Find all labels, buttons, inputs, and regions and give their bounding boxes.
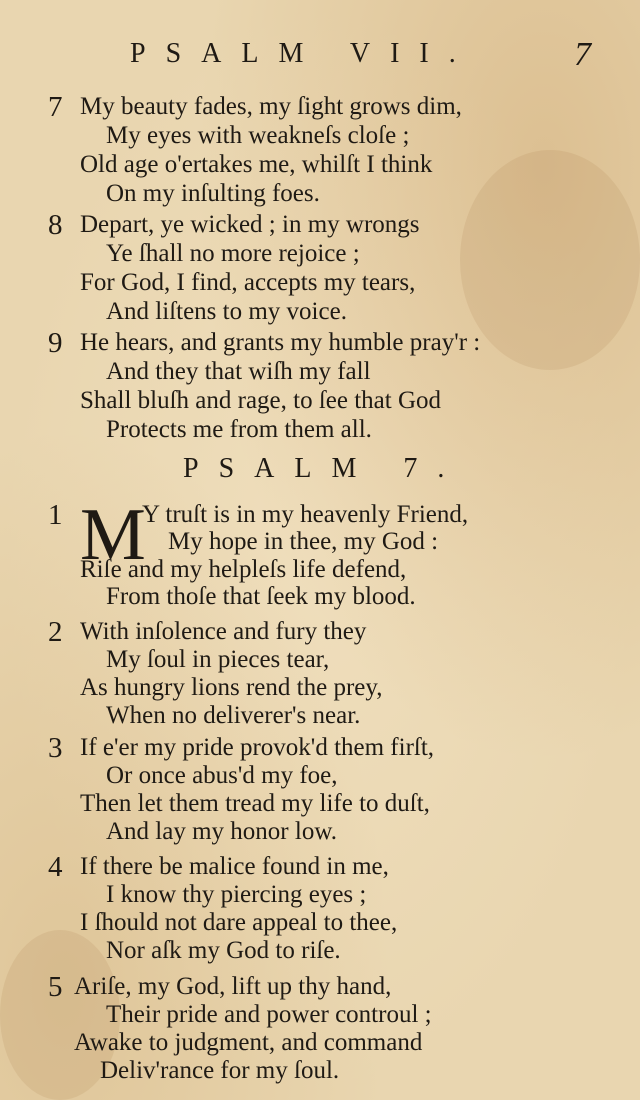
verse-line: Awake to judgment, and command [74, 1029, 423, 1056]
verse-line: Deliv'rance for my ſoul. [100, 1057, 340, 1084]
verse-line: Nor aſk my God to riſe. [106, 937, 341, 964]
paper-stain [460, 150, 640, 370]
verse-line: When no deliverer's near. [106, 702, 361, 729]
verse-line: Then let them tread my life to duſt, [80, 790, 430, 817]
running-head: PSALM VII. [130, 38, 476, 69]
verse-line: On my inſulting foes. [106, 180, 320, 207]
verse-line: I ſhould not dare appeal to thee, [80, 909, 398, 936]
verse-line: And they that wiſh my fall [106, 358, 371, 385]
verse-line: My ſoul in pieces tear, [106, 646, 330, 673]
verse-line: Riſe and my helpleſs life defend, [80, 556, 407, 583]
verse-number: 5 [48, 971, 63, 1003]
verse-line: Shall bluſh and rage, to ſee that God [80, 387, 442, 414]
verse-line: Depart, ye wicked ; in my wrongs [80, 211, 420, 238]
verse-line: Ariſe, my God, lift up thy hand, [74, 973, 392, 1000]
verse-line: For God, I find, accepts my tears, [80, 269, 416, 296]
verse-line: Protects me from them all. [106, 416, 372, 443]
page-number: 7 [574, 36, 591, 73]
verse-line: Y truſt is in my heavenly Friend, [142, 501, 469, 528]
verse-line: As hungry lions rend the prey, [80, 674, 383, 701]
verse-number: 1 [48, 499, 63, 531]
verse-number: 3 [48, 732, 63, 764]
verse-line: Old age o'ertakes me, whilſt I think [80, 151, 433, 178]
verse-line: My beauty fades, my ſight grows dim, [80, 93, 462, 120]
verse-line: From thoſe that ſeek my blood. [106, 583, 416, 610]
verse-number: 8 [48, 209, 63, 241]
verse-number: 2 [48, 616, 63, 648]
verse-line: And lay my honor low. [106, 818, 337, 845]
verse-line: He hears, and grants my humble pray'r : [80, 329, 481, 356]
verse-line: With inſolence and fury they [80, 618, 367, 645]
drop-cap: M [80, 494, 146, 576]
verse-line: Their pride and power controul ; [106, 1001, 432, 1028]
verse-line: And liſtens to my voice. [106, 298, 347, 325]
verse-line: If e'er my pride provok'd them firſt, [80, 734, 435, 761]
verse-line: Or once abus'd my foe, [106, 762, 338, 789]
section-title: PSALM 7. [183, 453, 465, 484]
verse-number: 7 [48, 91, 63, 123]
verse-line: I know thy piercing eyes ; [106, 881, 367, 908]
verse-number: 4 [48, 851, 63, 883]
verse-line: My eyes with weakneſs cloſe ; [106, 122, 410, 149]
verse-number: 9 [48, 327, 63, 359]
verse-line: If there be malice found in me, [80, 853, 389, 880]
verse-line: My hope in thee, my God : [168, 528, 439, 555]
verse-line: Ye ſhall no more rejoice ; [106, 240, 360, 267]
